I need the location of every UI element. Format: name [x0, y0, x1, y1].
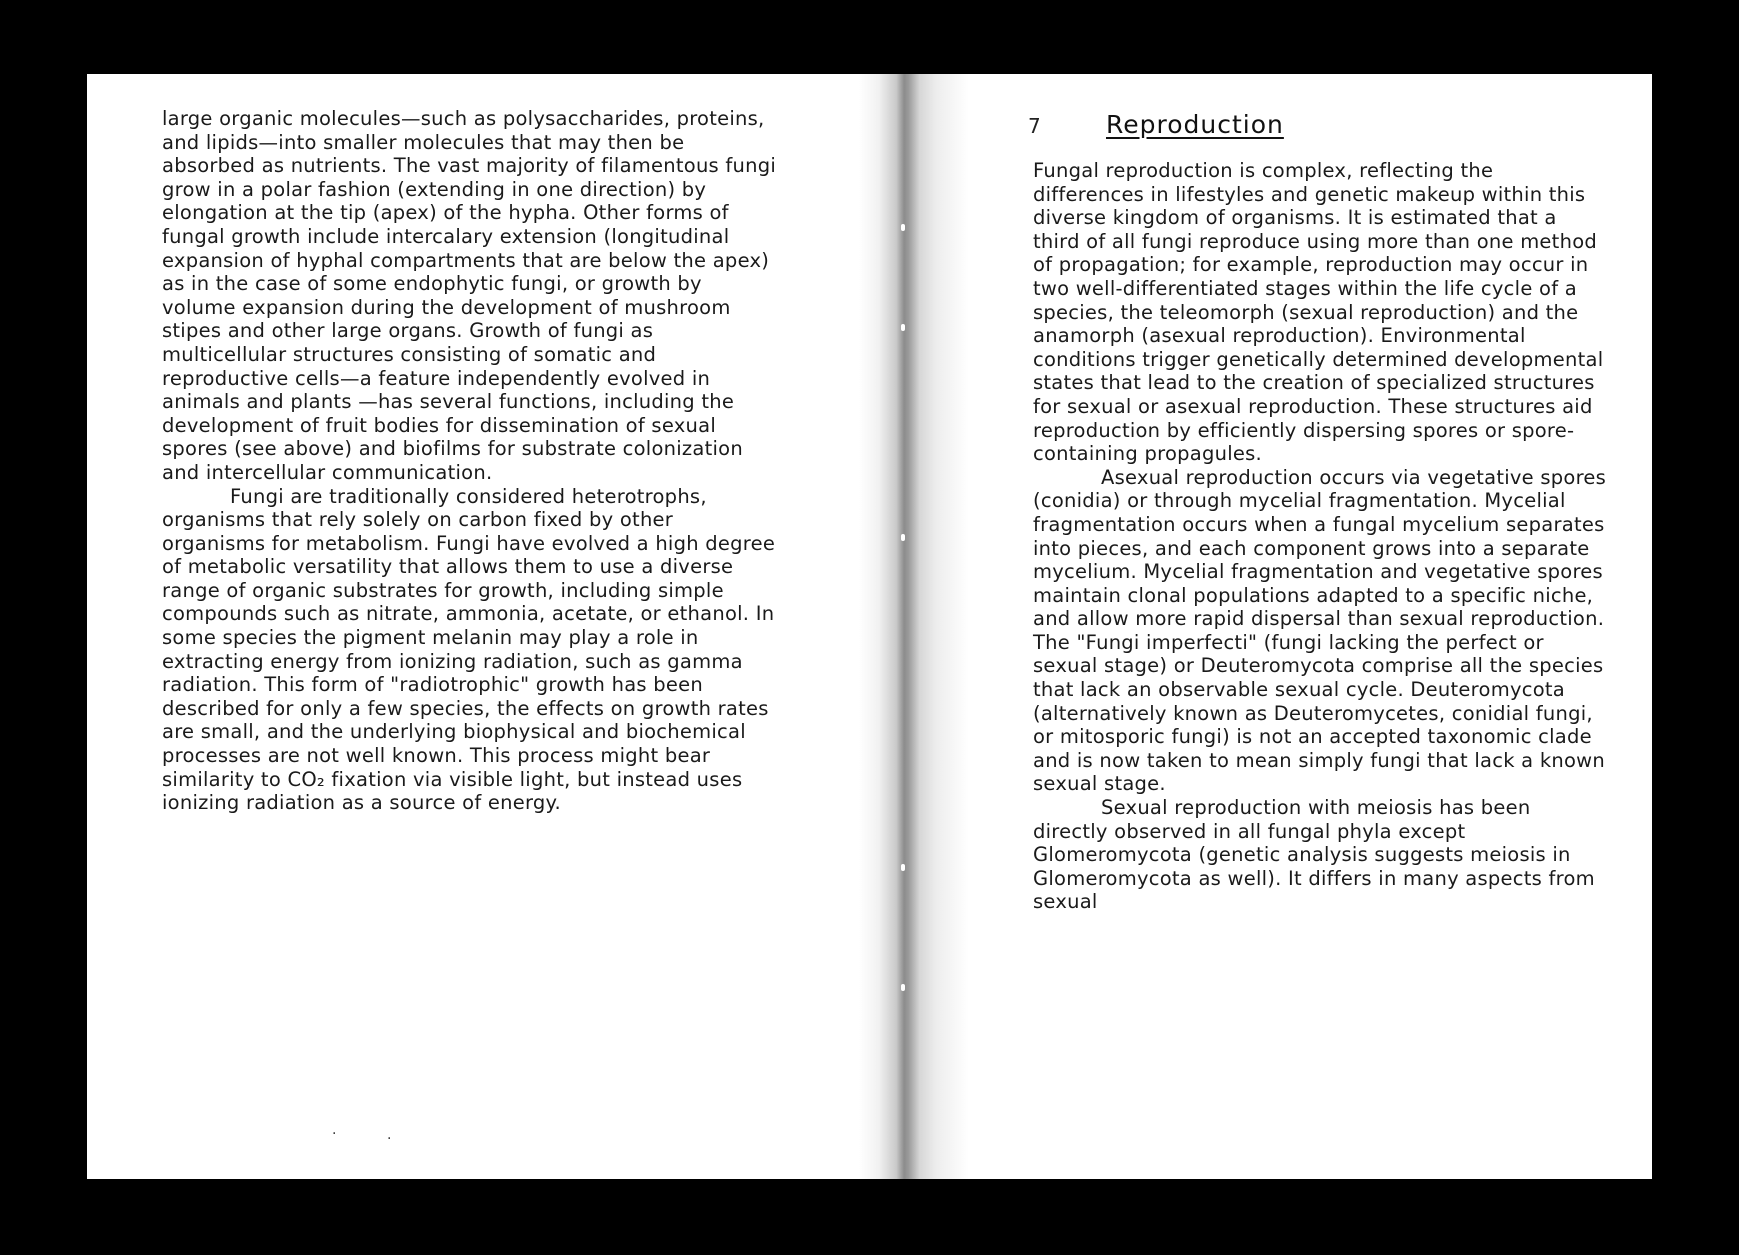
right-paragraph-3: Sexual reproduction with meiosis has been directly observed in all fungal phyla except Glomeromycota (genetic analysis suggests meiosis in Glomeromycota as well). It differs in many aspects from sexual [1033, 796, 1595, 914]
page-number: 7 [1028, 114, 1041, 138]
ink-speck: · [387, 1131, 392, 1147]
right-paragraph-1: Fungal reproduction is complex, reflecting the differences in lifestyles and genetic makeup within this diverse kingdom of organisms. It is estimated that a third of all fungi reproduce using more than one method of propagation; for example, reproduction may occur in two well-differentiated stages within the life cycle of a species, the teleomorph (sexual reproduction) and the anamorph (asexual reproduction). Environmental conditions trigger genetically determined developmental states that lead to the creation of specialized structures for sexual or asexual reproduction. These structures aid reproduction by efficiently dispersing spores or spore-containing propagules. [1033, 159, 1604, 466]
binding-mark [901, 984, 905, 991]
section-heading: Reproduction [1106, 110, 1284, 139]
right-page-text [1033, 159, 1608, 914]
left-paragraph-2: Fungi are traditionally considered heterotrophs, organisms that rely solely on carbon fixed by other organisms for metabolism. Fungi have evolved a high degree of metabolic versatility that allows them to use a diverse range of organic substrates for growth, including simple compounds such as nitrate, ammonia, acetate, or ethanol. In some species the pigment melanin may play a role in extracting energy from ionizing radiation, such as gamma radiation. This form of "radiotrophic" growth has been described for only a few species, the effects on growth rates are small, and the underlying biophysical and biochemical processes are not well known. This process might bear similarity to CO₂ fixation via visible light, but instead uses ionizing radiation as a source of energy. [162, 484, 776, 815]
binding-mark [901, 864, 905, 871]
left-page-text [162, 107, 782, 815]
left-paragraph-1: large organic molecules—such as polysaccharides, proteins, and lipids—into smaller molecules that may then be absorbed as nutrients. The vast majority of filamentous fungi grow in a polar fashion (extending in one direction) by elongation at the tip (apex) of the hypha. Other forms of fungal growth include intercalary extension (longitudinal expansion of hyphal compartments that are below the apex) as in the case of some endophytic fungi, or growth by volume expansion during the development of mushroom stipes and other large organs. Growth of fungi as multicellular structures consisting of somatic and reproductive cells—a feature independently evolved in animals and plants —has several functions, including the development of fruit bodies for dissemination of sexual spores (see above) and biofilms for substrate colonization and intercellular communication. [162, 107, 777, 484]
book-spread [87, 74, 1652, 1179]
binding-mark [901, 224, 905, 231]
right-paragraph-2: Asexual reproduction occurs via vegetative spores (conidia) or through mycelial fragmentation. Mycelial fragmentation occurs when a fungal mycelium separates into pieces, and each component grows into a separate mycelium. Mycelial fragmentation and vegetative spores maintain clonal populations adapted to a specific niche, and allow more rapid dispersal than sexual reproduction. The "Fungi imperfecti" (fungi lacking the perfect or sexual stage) or Deuteromycota comprise all the species that lack an observable sexual cycle. Deuteromycota (alternatively known as Deuteromycetes, conidial fungi, or mitosporic fungi) is not an accepted taxonomic clade and is now taken to mean simply fungi that lack a known sexual stage. [1033, 465, 1607, 796]
ink-speck: · [332, 1126, 337, 1142]
right-page [937, 74, 1652, 1179]
binding-mark [901, 534, 905, 541]
binding-mark [901, 324, 905, 331]
left-page [87, 74, 867, 1179]
